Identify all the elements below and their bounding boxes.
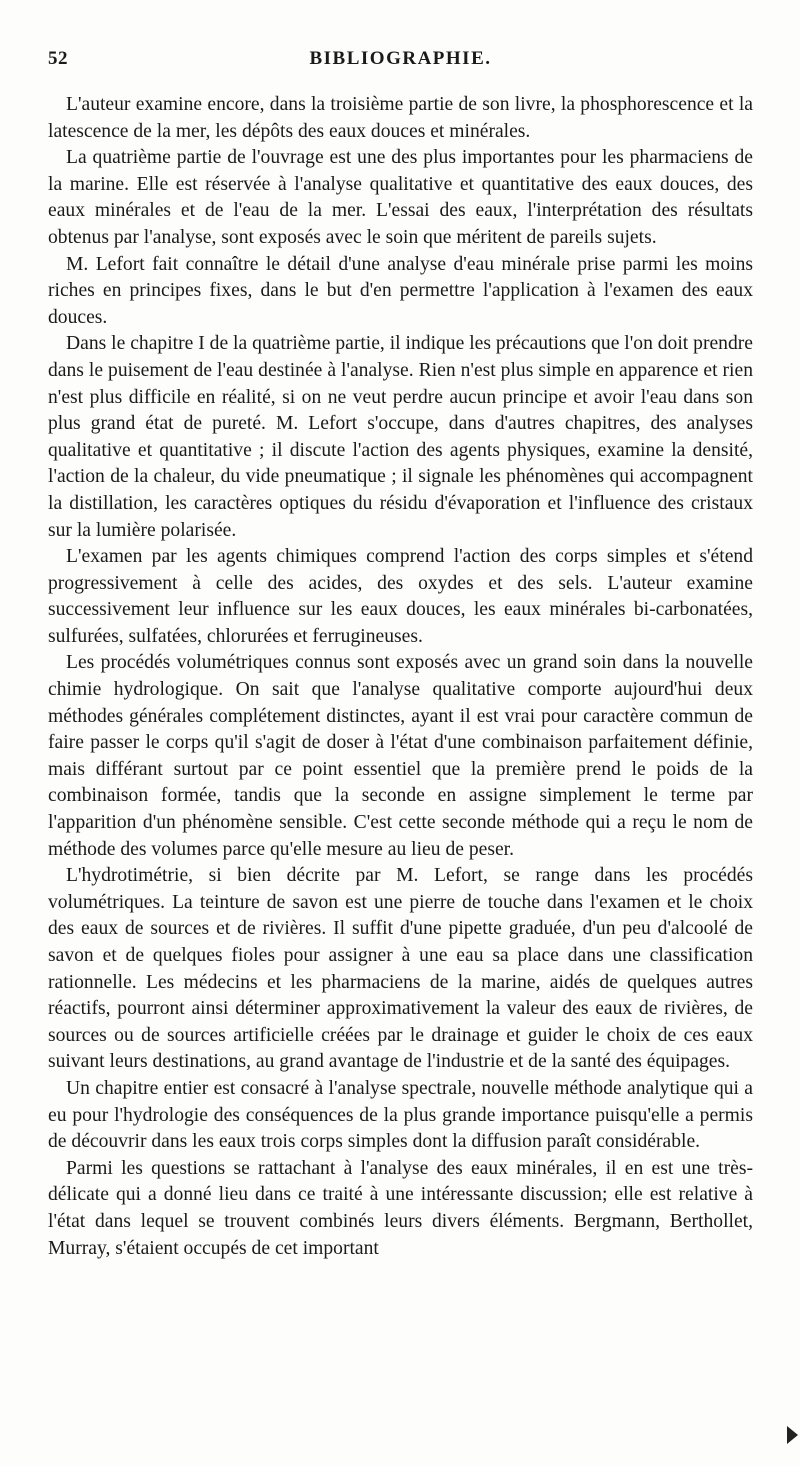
running-title: BIBLIOGRAPHIE. — [309, 48, 492, 69]
paragraph: Parmi les questions se rattachant à l'analyse des eaux minérales, il en est une très-délicate qui a donné lieu dans ce traité à une intéressante discussion; elle est relative à l'état dans lequel se trouvent combinés leurs divers éléments. Bergmann, Berthollet, Murray, s'étaient occupés de cet important — [48, 1157, 753, 1259]
paragraph: L'hydrotimétrie, si bien décrite par M. Lefort, se range dans les procédés volumétriques. La teinture de savon est une pierre de touche dans l'examen et le choix des eaux de sources et de rivières. Il suffit d'une pipette graduée, d'un peu d'alcoolé de savon et de quelques fioles pour assigner à une eau sa place dans une classification rationnelle. Les médecins et les pharmaciens de la marine, aidés de quelques autres réactifs, pourront ainsi déterminer approximativement la valeur des eaux de rivières, de sources ou de sources artificielle créées par le drainage et guider le choix de ces eaux suivant leurs destinations, au grand avantage de l'industrie et de la santé des équipages. — [48, 865, 753, 1073]
paragraph: M. Lefort fait connaître le détail d'une analyse d'eau minérale prise parmi les moins riches en principes fixes, dans le but d'en permettre l'application à l'examen des eaux douces. — [48, 253, 753, 328]
page-corner-arrow-icon — [787, 1426, 798, 1444]
paragraph: Les procédés volumétriques connus sont exposés avec un grand soin dans la nouvelle chimie hydrologique. On sait que l'analyse qualitative comporte aujourd'hui deux méthodes générales complétement distinctes, ayant il est vrai pour caractère commun de faire passer le corps qu'il s'agit de doser à l'état d'une combinaison parfaitement définie, mais différant surtout par ce point essentiel que la première prend le poids de la combinaison formée, tandis que la seconde en assigne simplement le terme par l'apparition d'un phénomène sensible. C'est cette seconde méthode qui a reçu le nom de méthode des volumes parce qu'elle mesure au lieu de peser. — [48, 652, 753, 860]
page-header — [48, 48, 753, 78]
page-number: 52 — [48, 48, 68, 69]
paragraph: Dans le chapitre I de la quatrième partie, il indique les précautions que l'on doit prendre dans le puisement de l'eau destinée à l'analyse. Rien n'est plus simple en apparence et rien n'est plus difficile en réalité, si on ne veut perdre aucun principe et avoir l'eau dans son plus grand état de pureté. M. Lefort s'occupe, dans d'autres chapitres, des analyses qualitative et quantitative ; il discute l'action des agents physiques, examine la densité, l'action de la chaleur, du vide pneumatique ; il signale les phénomènes qui accompagnent la distillation, les caractères optiques du résidu d'évaporation et l'influence des cristaux sur la lumière polarisée. — [48, 333, 753, 541]
paragraph: L'auteur examine encore, dans la troisième partie de son livre, la phosphorescence et la latescence de la mer, les dépôts des eaux douces et minérales. — [48, 94, 753, 142]
body-text — [48, 92, 753, 1262]
paragraph: L'examen par les agents chimiques comprend l'action des corps simples et s'étend progressivement à celle des acides, des oxydes et des sels. L'auteur examine successivement leur influence sur les eaux douces, les eaux minérales bi-carbonatées, sulfurées, sulfatées, chlorurées et ferrugineuses. — [48, 546, 753, 647]
paragraph: Un chapitre entier est consacré à l'analyse spectrale, nouvelle méthode analytique qui a eu pour l'hydrologie des conséquences de la plus grande importance puisqu'elle a permis de découvrir dans les eaux trois corps simples dont la diffusion paraît considérable. — [48, 1077, 753, 1153]
paragraph: La quatrième partie de l'ouvrage est une des plus importantes pour les pharmaciens de la marine. Elle est réservée à l'analyse qualitative et quantitative des eaux douces, des eaux minérales et de l'eau de la mer. L'essai des eaux, l'interprétation des résultats obtenus par l'analyse, sont exposés avec le soin que méritent de pareils sujets. — [48, 147, 753, 248]
